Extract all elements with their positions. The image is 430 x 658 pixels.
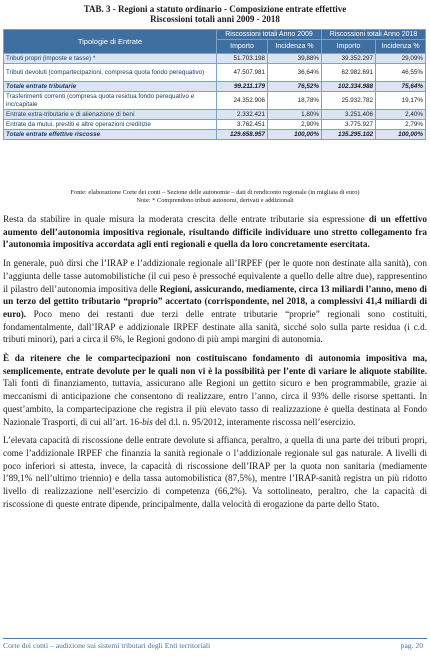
- cell-incidenza-2018: 2,79%: [376, 120, 426, 130]
- cell-importo-2018: 39.352.297: [322, 54, 376, 64]
- paragraph: [3, 434, 427, 510]
- table-row: [4, 120, 426, 130]
- table-notes: [0, 189, 430, 205]
- cell-importo-2018: 102.334.988: [322, 82, 376, 92]
- cell-importo-2009: 24.352.906: [217, 92, 268, 110]
- paragraph-bold-text: È da ritenere che le compartecipazioni non costituiscano fondamento di autonomia impositiva ma, semplicemente, entrate devolute per le quali non vi è la possibilità per l’ente di variare le aliquote stabilite.: [3, 353, 427, 376]
- paragraph-text: del d.l. n. 95/2012, interamente riscossa nell’esercizio.: [152, 416, 356, 427]
- cell-importo-2009: 47.507.981: [217, 64, 268, 82]
- cell-incidenza-2018: 2,40%: [376, 110, 426, 120]
- cell-incidenza-2018: 46,55%: [376, 64, 426, 82]
- table-row-subtotal: [4, 82, 426, 92]
- column-header-importo-2009: Importo: [217, 40, 268, 54]
- paragraph-italic-text: bis: [142, 416, 153, 427]
- cell-incidenza-2018: 19,17%: [376, 92, 426, 110]
- cell-incidenza-2009: 36,64%: [268, 64, 322, 82]
- cell-importo-2018: 62.982.691: [322, 64, 376, 82]
- table-row-total: [4, 130, 426, 140]
- footer-rule: [3, 638, 427, 639]
- cell-incidenza-2009: 2,90%: [268, 120, 322, 130]
- cell-importo-2009: 51.703.198: [217, 54, 268, 64]
- cell-incidenza-2018: 29,09%: [376, 54, 426, 64]
- cell-importo-2009: 3.762.451: [217, 120, 268, 130]
- footer-title: Corte dei conti – audizione sui sistemi tributari degli Enti territoriali: [3, 641, 211, 650]
- cell-importo-2009: 99.211.179: [217, 82, 268, 92]
- paragraph-bold-text: Regioni, assicurando, mediamente, circa 13 miliardi l’anno, meno di un terzo del gettito tributario “proprio” accertato (corrispondente, nel 2018, a complessivi 41,4 miliardi di euro).: [3, 283, 427, 319]
- table-row: [4, 54, 426, 64]
- paragraph-text: In generale, può dirsi che l’IRAP e l’addizionale regionale all’IRPEF (per le quote non destinate alla sanità), con l’aggiunta delle tasse automobilistiche (il cui peso è pressoché equivalente a quello delle altre due), rappresentino il pilastro dell’autonomia impositiva delle: [3, 258, 427, 294]
- cell-incidenza-2009: 100,00%: [268, 130, 322, 140]
- paragraph-bold-text: di un effettivo aumento dell’autonomia impositiva regionale, risultando difficile individuare uno stretto collegamento fra l’autonomia impositiva accordata agli enti regionali e quella da loro concretamente esercitata.: [3, 214, 428, 250]
- row-label: Tributi propri (imposte e tasse) *: [4, 54, 217, 64]
- column-header-importo-2018: Importo: [322, 40, 376, 54]
- cell-importo-2009: 129.658.957: [217, 130, 268, 140]
- row-label: Trasferimenti correnti (compresa quota residua fondo perequativo e inc/capitale: [4, 92, 217, 110]
- column-header-type: Tipologie di Entrate: [4, 30, 217, 54]
- cell-importo-2018: 25.932.782: [322, 92, 376, 110]
- row-label: Entrate extra-tributarie e di alienazione di beni: [4, 110, 217, 120]
- paragraph: [3, 352, 427, 428]
- table-row: [4, 110, 426, 120]
- paragraph-text: L’elevata capacità di riscossione delle entrate devolute si affianca, peraltro, a quella di una parte dei tributi propri, come l’addizionale IRPEF che finanzia la sanità regionale o l’addizionale regionale sul gas naturale. A livelli di poco inferiori si attesta, invece, la capacità di riscossione dell’IRAP per la quota non sanitaria (mediamente l’89,1% nell’ultimo triennio) e della tassa automobilistica (87,5%), mentre l’IRAP-sanità registra un più ridotto livello di realizzazione nell’esercizio di competenza (66,2%). Va sottolineato, peraltro, che la capacità di riscossione di queste entrate dipende, principalmente, dalla velocità di erogazione da parte dello Stato.: [3, 435, 427, 509]
- body-text: [3, 213, 427, 516]
- cell-importo-2018: 3.775.927: [322, 120, 376, 130]
- revenue-table: [3, 29, 426, 140]
- cell-incidenza-2009: 39,88%: [268, 54, 322, 64]
- source-note: Fonte: elaborazione Corte dei conti – Sezione delle autonomie – dati di rendiconto regionale (in migliaia di euro): [70, 189, 360, 196]
- cell-incidenza-2009: 1,80%: [268, 110, 322, 120]
- row-label: Totale entrate tributarie: [4, 82, 217, 92]
- paragraph-text: Poco meno dei restanti due terzi delle entrate tributarie “proprie” regionali sono costituiti, fondamentalmente, dall’IRAP e addizionale IRPEF destinate alla sanità, sicché solo sulla parte residua (i c.d. tributi minori), pari a circa il 6%, le Regioni godono di più ampi margini di autonomia.: [3, 308, 427, 345]
- table-header-row-1: [4, 30, 426, 40]
- column-header-incidenza-2018: Incidenza %: [376, 40, 426, 54]
- paragraph-text: Resta da stabilire in quale misura la moderata crescita delle entrate tributarie sia espressione: [3, 214, 369, 224]
- column-header-incidenza-2009: Incidenza %: [268, 40, 322, 54]
- cell-importo-2018: 3.251.406: [322, 110, 376, 120]
- table-row: [4, 92, 426, 110]
- cell-importo-2018: 135.295.102: [322, 130, 376, 140]
- table-row: [4, 64, 426, 82]
- column-group-2018: Riscossioni totali Anno 2018: [322, 30, 426, 40]
- table-title-line1: TAB. 3 - Regioni a statuto ordinario - Composizione entrate effettive: [83, 4, 347, 14]
- page-number: pag. 20: [400, 641, 423, 650]
- row-label: Totale entrate effettive riscosse: [4, 130, 217, 140]
- cell-incidenza-2009: 76,52%: [268, 82, 322, 92]
- paragraph: [3, 213, 427, 251]
- table-title-line2: Riscossioni totali anni 2009 - 2018: [150, 14, 280, 24]
- cell-incidenza-2018: 75,64%: [376, 82, 426, 92]
- footnote: Note: * Comprendono tributi autonomi, derivati e addizionali: [136, 197, 294, 204]
- row-label: Tributi devoluti (compartecipazioni, compresa quota fondo perequativo): [4, 64, 217, 82]
- paragraph: [3, 257, 427, 346]
- paragraph-text: Tali fonti di finanziamento, tuttavia, assicurano alle Regioni un gettito sicuro e ben programmabile, grazie ai meccanismi di anticipazione che consentono di realizzare, entro l’anno, circa il 93% delle risorse spettanti. In quest’ambito, la compartecipazione che registra il più elevato tasso di realizzazione è quella destinata al Fondo Nazionale Trasporti, di cui all’art. 16-: [3, 378, 427, 427]
- table-title: [0, 4, 430, 24]
- cell-incidenza-2009: 18,78%: [268, 92, 322, 110]
- column-group-2009: Riscossioni totali Anno 2009: [217, 30, 322, 40]
- cell-importo-2009: 2.332.421: [217, 110, 268, 120]
- cell-incidenza-2018: 100,00%: [376, 130, 426, 140]
- row-label: Entrate da mutui, prestiti e altre operazioni creditizie: [4, 120, 217, 130]
